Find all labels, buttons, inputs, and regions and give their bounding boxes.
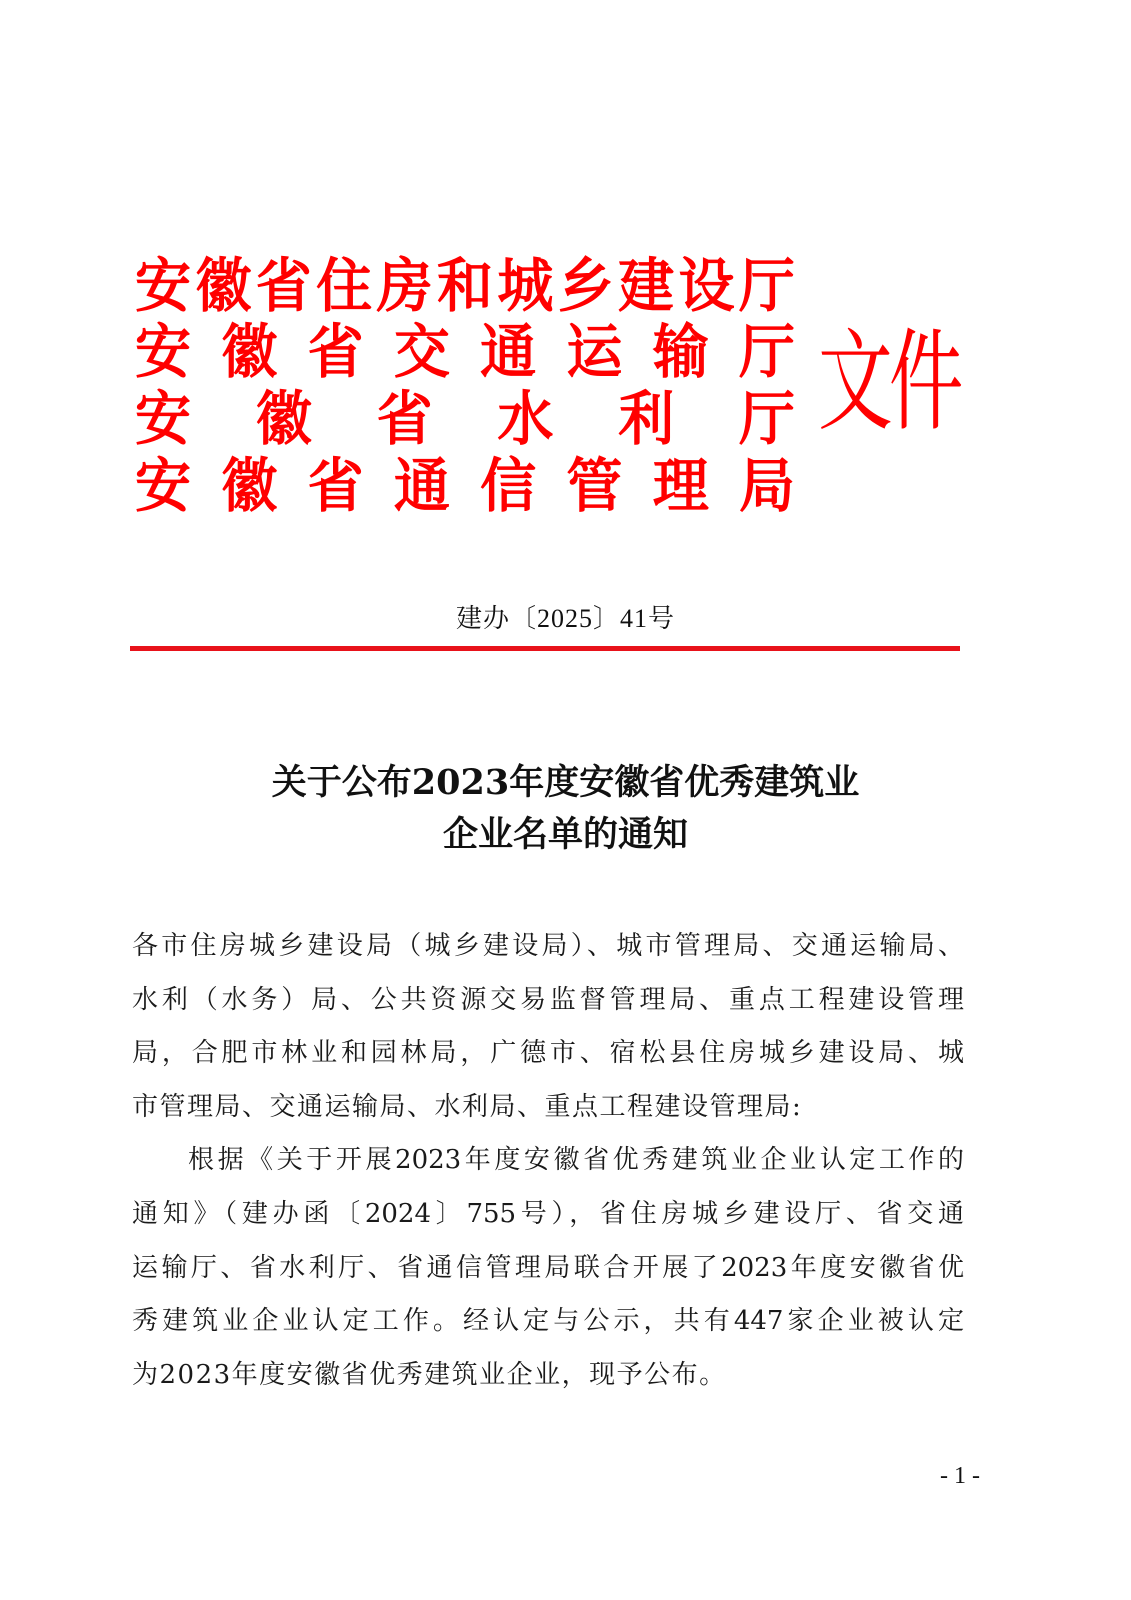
issuer-char: 省 bbox=[376, 384, 433, 454]
issuer-char: 厅 bbox=[738, 251, 795, 321]
issuer-char: 信 bbox=[480, 451, 537, 521]
body-line: 市管理局、交通运输局、水利局、重点工程建设管理局: bbox=[132, 1091, 803, 1122]
issuer-char: 城 bbox=[497, 251, 554, 321]
issuer-char: 运 bbox=[566, 317, 623, 387]
body-line: 局，合肥市林业和园林局，广德市、宿松县住房城乡建设局、城 bbox=[132, 1038, 964, 1069]
issuer-char: 建 bbox=[618, 251, 675, 321]
body-line: 各市住房城乡建设局（城乡建设局）、城市管理局、交通运输局、 bbox=[132, 931, 964, 961]
issuer-char: 省 bbox=[307, 317, 364, 387]
issuer-communications-admin bbox=[135, 451, 795, 521]
issuer-char: 厅 bbox=[738, 317, 795, 387]
issuer-char: 省 bbox=[307, 451, 364, 521]
issuer-char: 通 bbox=[393, 451, 450, 521]
issuer-char: 理 bbox=[652, 451, 709, 521]
page-number: - 1 - bbox=[940, 1463, 980, 1489]
document-number: 建办〔2025〕41号 bbox=[455, 604, 675, 633]
issuer-char: 安 bbox=[135, 317, 191, 387]
issuer-char: 徽 bbox=[221, 317, 278, 387]
issuer-char: 通 bbox=[480, 317, 537, 387]
issuer-char: 交 bbox=[393, 317, 450, 387]
issuer-transport-dept bbox=[135, 317, 795, 387]
notice-body bbox=[132, 920, 964, 1402]
body-line: 为2023年度安徽省优秀建筑业企业，现予公布。 bbox=[132, 1359, 727, 1390]
body-line: 通知》（建办函〔2024〕755号），省住房城乡建设厅、省交通 bbox=[132, 1198, 964, 1229]
issuer-char: 水 bbox=[497, 384, 554, 454]
issuer-char: 乡 bbox=[557, 251, 614, 321]
issuer-char: 房 bbox=[376, 251, 433, 321]
body-line: 水利（水务）局、公共资源交易监督管理局、重点工程建设管理 bbox=[132, 984, 964, 1015]
issuer-char: 管 bbox=[566, 451, 623, 521]
issuer-char: 输 bbox=[652, 317, 709, 387]
issuer-char: 徽 bbox=[221, 451, 278, 521]
issuer-char: 厅 bbox=[738, 384, 795, 454]
issuer-char: 徽 bbox=[195, 251, 252, 321]
issuer-char: 省 bbox=[255, 251, 312, 321]
body-line: 运输厅、省水利厅、省通信管理局联合开展了2023年度安徽省优 bbox=[132, 1252, 964, 1283]
red-separator-rule bbox=[130, 646, 960, 651]
issuer-char: 局 bbox=[738, 451, 795, 521]
body-line: 根据《关于开展2023年度安徽省优秀建筑业企业认定工作的 bbox=[188, 1145, 964, 1176]
issuer-housing-construction-dept bbox=[135, 251, 795, 321]
notice-title-line-2: 企业名单的通知 bbox=[442, 814, 688, 855]
issuer-char: 设 bbox=[678, 251, 735, 321]
issuer-char: 和 bbox=[436, 251, 493, 321]
issuing-authorities-header bbox=[135, 251, 975, 525]
body-line: 秀建筑业企业认定工作。经认定与公示，共有447家企业被认定 bbox=[132, 1306, 964, 1337]
issuer-char: 住 bbox=[316, 251, 373, 321]
issuer-char: 安 bbox=[135, 251, 191, 321]
document-type-label: 文件 bbox=[818, 318, 960, 446]
issuer-char: 徽 bbox=[255, 384, 312, 454]
issuer-char: 利 bbox=[618, 384, 675, 454]
issuer-water-resources-dept bbox=[135, 384, 795, 454]
issuer-char: 安 bbox=[135, 384, 191, 454]
issuer-char: 安 bbox=[135, 451, 191, 521]
notice-title-line-1: 关于公布2023年度安徽省优秀建筑业 bbox=[271, 762, 860, 803]
